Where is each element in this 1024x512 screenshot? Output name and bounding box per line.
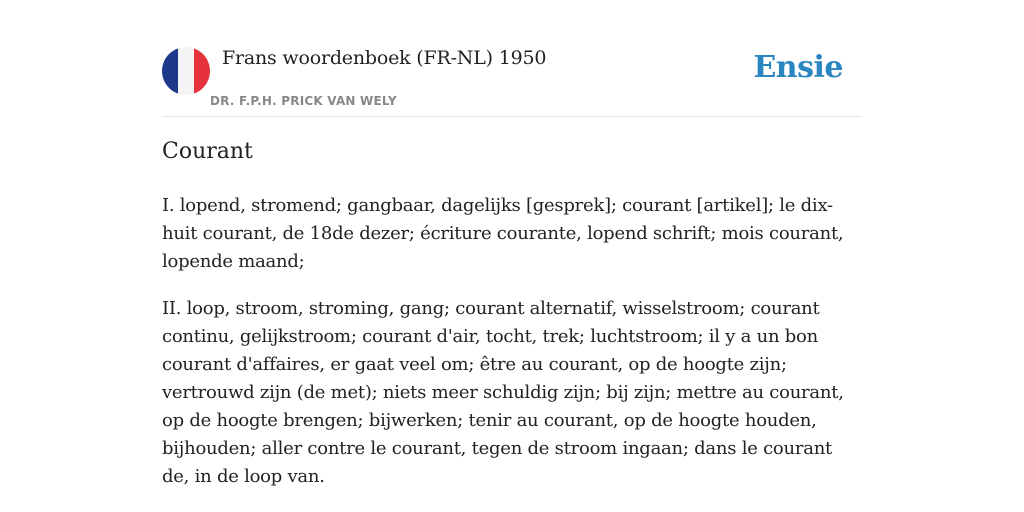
definition-paragraph: I. lopend, stromend; gangbaar, dagelijks [gesprek]; courant [artikel]; le dix-huit courant, de 18de dezer; écriture courante, lopend schrift; mois courant, lopende maand; [162,195,844,272]
dictionary-header [162,0,862,117]
brand-logo[interactable]: Ensie [753,50,843,85]
entry-word: Courant [162,139,253,164]
flag-france-icon [162,47,210,95]
dictionary-title[interactable]: Frans woordenboek (FR-NL) 1950 [222,47,547,69]
dictionary-author: DR. F.P.H. PRICK VAN WELY [210,94,397,108]
dictionary-card [162,0,862,487]
definition-paragraph: II. loop, stroom, stroming, gang; courant alternatif, wisselstroom; courant continu, gelijkstroom; courant d'air, tocht, trek; luchtstroom; il y a un bon courant d'affaires, er gaat veel om; être au courant, op de hoogte zijn; vertrouwd zijn (de met); niets meer schuldig zijn; bij zijn; mettre au courant, op de hoogte brengen; bijwerken; tenir au courant, op de hoogte houden, bijhouden; aller contre le courant, tegen de stroom ingaan; dans le courant de, in de loop van. [162,298,844,487]
